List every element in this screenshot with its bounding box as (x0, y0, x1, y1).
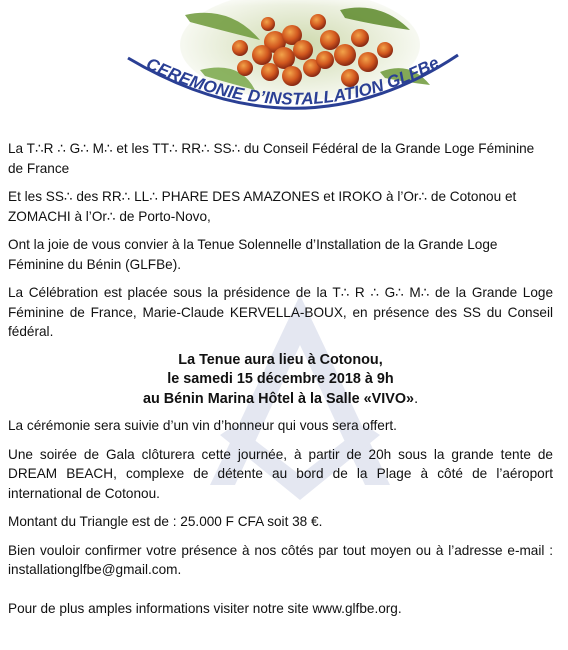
header-banner (0, 0, 568, 135)
event-date-line: le samedi 15 décembre 2018 à 9h (167, 371, 394, 387)
paragraph-website: Pour de plus amples informations visiter notre site www.glfbe.org. (8, 600, 402, 616)
palm-fruit-image (0, 0, 568, 135)
paragraph-rsvp: Bien vouloir confirmer votre présence à nos côtés par tout moyen ou à l’adresse e-mail : installationglfbe@gmail.com. (8, 542, 553, 577)
paragraph-intro: La T∴R ∴ G∴ M∴ et les TT∴ RR∴ SS∴ du Conseil Fédéral de la Grande Loge Féminine de France (8, 141, 535, 176)
event-location-line: La Tenue aura lieu à Cotonou, (178, 351, 383, 368)
event-details (8, 351, 553, 410)
paragraph-reception: La cérémonie sera suivie d’un vin d’honneur qui vous sera offert. (8, 418, 397, 433)
paragraph-price: Montant du Triangle est de : 25.000 F CFA soit 38 €. (8, 514, 323, 529)
event-venue-line: au Bénin Marina Hôtel à la Salle «VIVO». (142, 390, 419, 407)
paragraph-gala: Une soirée de Gala clôturera cette journée, à partir de 20h sous la grande tente de DREAM BEACH, complexe de détente au bord de la Plage à côté de l’aéroport international de Cotonou. (8, 446, 553, 501)
paragraph-lodges: Et les SS∴ des RR∴ LL∴ PHARE DES AMAZONES et IROKO à l’Or∴ de Cotonou et ZOMACHI à l’Or∴ de Porto-Novo, (8, 189, 517, 224)
paragraph-presidency: La Célébration est placée sous la présidence de la T∴ R ∴ G∴ M∴ de la Grande Loge Féminine de France, Marie-Claude KERVELLA-BOUX, en présence des SS du Conseil fédéral. (8, 285, 553, 339)
banner-title: CEREMONIE D’INSTALLATION GLFBe (143, 53, 443, 109)
paragraph-invitation: Ont la joie de vous convier à la Tenue Solennelle d’Installation de la Grande Loge Féminine du Bénin (GLFBe). (8, 237, 498, 272)
invitation-body (8, 139, 553, 627)
